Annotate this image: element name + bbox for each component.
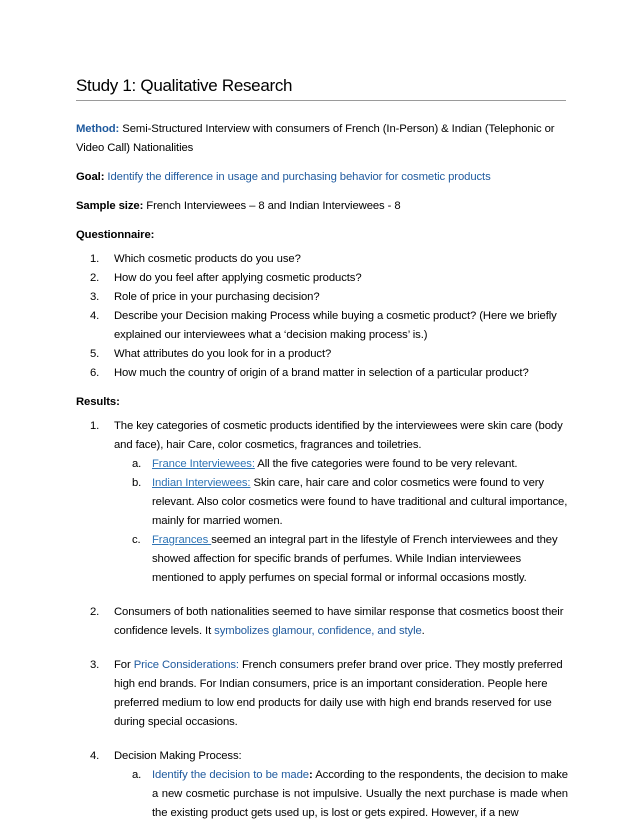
result-item-4: 4. Decision Making Process: a. Identify the decision to be made: According to the respondents, the decision to make a new cosmetic purchase is not impulsive. Usually the next purchase is made when the existing product gets used up, is lost or gets expired. However, if a new [76,747,568,823]
page-title: Study 1: Qualitative Research [76,76,293,95]
result-1c: c. Fragrances seemed an integral part in the lifestyle of French interviewees and they showed affection for specific brands of perfumes. While Indian interviewees mentioned to apply perfumes on special formal or informal occasions mostly. [132,534,558,584]
list-spacer [76,732,568,747]
result-item-3: 3. For Price Considerations: French consumers prefer brand over price. They mostly preferred high end brands. For Indian consumers, price is an important consideration. People here preferred medium to low end products for daily use with high end brands reserved for use during special occasions. [90,659,563,728]
result-item-1: 1. The key categories of cosmetic products identified by the interviewees were skin care (body and face), hair Care, color cosmetics, fragrances and toiletries. a. France Interviewees: All the five categories were found to be very relevant. b. Indian Interviewees: Skin care, hair care and color cosmetics were found to very relevant. Also color cosmetics were found to have traditional and cultural importance, mainly for married women. c. Fragrances seemed an integral part in the lifestyle of French interviewees and they showed affection for specific brands of perfumes. While Indian interviewees mentioned to apply perfumes on special formal or informal occasions mostly. [76,417,568,588]
list-spacer [76,588,568,603]
result-1-sublist [114,455,568,588]
result-2-highlight: symbolizes glamour, confidence, and style [214,625,422,637]
method-paragraph [76,120,568,158]
sample-size-paragraph [76,197,568,216]
goal-paragraph [76,168,568,187]
result-4a: a. Identify the decision to be made: According to the respondents, the decision to make a new cosmetic purchase is not impulsive. Usually the next purchase is made when the existing product gets used up, is lost or gets expired. However, if a new [132,769,568,819]
questionnaire-heading: Questionnaire: [76,229,155,241]
france-interviewees-link[interactable]: France Interviewees: [152,458,255,470]
question-item: 2. How do you feel after applying cosmetic products? [90,272,362,284]
results-list [76,417,568,823]
goal-text: Identify the difference in usage and purchasing behavior for cosmetic products [104,171,491,183]
document-body [76,120,568,823]
result-4-sublist [114,766,568,823]
fragrances-link[interactable]: Fragrances [152,534,212,546]
result-1-text: The key categories of cosmetic products identified by the interviewees were skin care (body and face), hair Care, color cosmetics, fragrances and toiletries. [114,420,563,451]
title-divider [76,100,566,101]
result-1a: a. France Interviewees: All the five categories were found to be very relevant. [132,458,518,470]
result-item-2: 2. Consumers of both nationalities seemed to have similar response that cosmetics boost their confidence levels. It symbolizes glamour, confidence, and style. [90,606,564,637]
question-item: 5. What attributes do you look for in a product? [90,348,332,360]
price-considerations-highlight: Price Considerations: [133,659,239,671]
method-text: Semi-Structured Interview with consumers of French (In-Person) & Indian (Telephonic or Video Call) Nationalities [76,123,555,154]
results-heading: Results: [76,396,120,408]
questionnaire-list [76,250,568,383]
sample-size-label: Sample size: [76,200,144,212]
question-item: 1. Which cosmetic products do you use? [90,253,301,265]
indian-interviewees-link[interactable]: Indian Interviewees: [152,477,251,489]
goal-label: Goal: [76,171,105,183]
list-spacer [76,641,568,656]
sample-size-text: French Interviewees – 8 and Indian Interviewees - 8 [143,200,401,212]
result-1b: b. Indian Interviewees: Skin care, hair care and color cosmetics were found to very relevant. Also color cosmetics were found to have traditional and cultural importance, mainly for married women. [132,477,568,527]
identify-decision-highlight: Identify the decision to be made [152,769,309,781]
question-item: 3. Role of price in your purchasing decision? [90,291,320,303]
method-label: Method: [76,123,120,135]
question-item: 4. Describe your Decision making Process while buying a cosmetic product? (Here we briefly explained our interviewees what a ‘decision making process’ is.) [90,310,557,341]
question-item: 6. How much the country of origin of a brand matter in selection of a particular product? [90,367,529,379]
